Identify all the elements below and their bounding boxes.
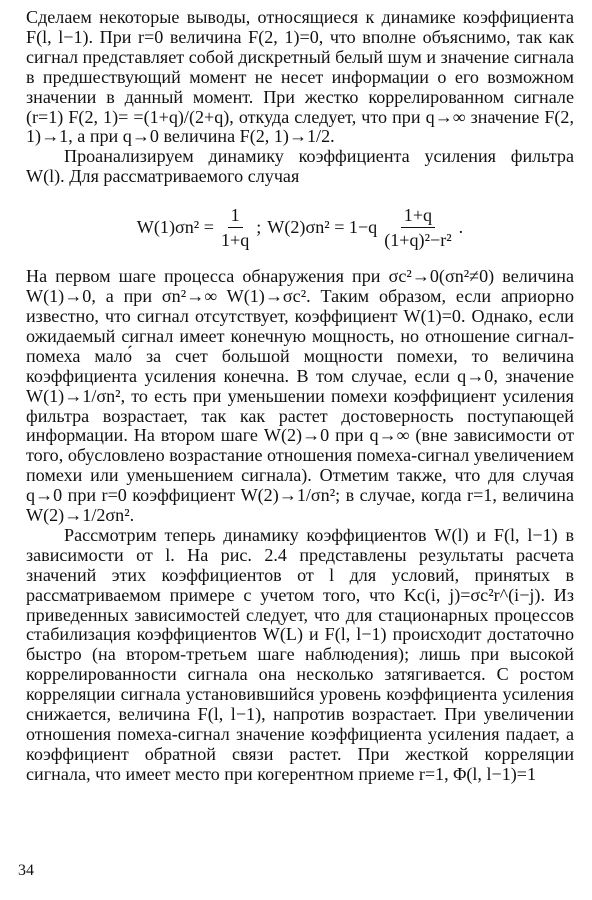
formula-w2-numerator: 1+q bbox=[401, 205, 435, 228]
formula-w1-fraction bbox=[218, 205, 252, 250]
page-number: 34 bbox=[18, 862, 34, 879]
paragraph-dynamics: Рассмотрим теперь динамику коэффициентов W(l) и F(l, l−1) в зависимости от l. На рис. 2.4 представлены результаты расчета значений этих коэффициентов от l для условий, принятых в рассматриваемом примере с учетом того, что Kc(i, j)=σc²r^(i−j). Из приведенных зависимостей следует, что для стационарных процессов стабилизация коэффициентов W(L) и F(l, l−1) происходит достаточно быстро (на втором-третьем шаге наблюдения); лишь при высокой коррелированности сигнала она несколько затягивается. С ростом корреляции сигнала установившийся уровень коэффициента усиления снижается, величина F(l, l−1), напротив возрастает. При увеличении отношения помеха-сигнал значение коэффициента усиления падает, а коэффициент обратной связи растет. При жесткой корреляции сигнала, что имеет место при когерентном приеме r=1, Φ(l, l−1)=1 bbox=[26, 524, 574, 784]
formula-w2-lhs: W(2)σn² = 1−q bbox=[267, 216, 378, 237]
formula-end: . bbox=[458, 216, 464, 237]
formula-w1-numerator: 1 bbox=[228, 205, 243, 228]
paragraph-gain-intro: Проанализируем динамику коэффициента усиления фильтра W(l). Для рассматриваемого случая bbox=[26, 146, 574, 187]
paragraph-first-step: На первом шаге процесса обнаружения при σc²→0(σn²≠0) величина W(1)→0, а при σn²→∞ W(1)→σc². Таким образом, если априорно известно, что сигнал отсутствует, коэффициент W(1)=0. Однако, если ожидаемый сигнал имеет конечную мощность, но отношение сигнал-помеха мало́ за счет большой мощности помехи, то величина коэффициента усиления конечна. В том случае, если q→0, значение W(1)→1/σn², то есть при уменьшении помехи коэффициент усиления фильтра возрастает, так как растет достоверность поступающей информации. На втором шаге W(2)→0 при q→∞ (вне зависимости от того, обусловлено возрастание отношения помеха-сигнал увеличением помехи или уменьшением сигнала). Отметим также, что для случая q→0 при r=0 коэффициент W(2)→1/σn²; в случае, когда r=1, величина W(2)→1/2σn². bbox=[26, 266, 574, 526]
formula-w2-denominator: (1+q)²−r² bbox=[384, 229, 452, 250]
book-page bbox=[26, 8, 574, 785]
gain-formula bbox=[26, 187, 574, 267]
formula-separator: ; bbox=[256, 216, 262, 237]
formula-w2-fraction bbox=[381, 205, 454, 250]
formula-w1-denominator: 1+q bbox=[220, 229, 250, 250]
paragraph-conclusions: Сделаем некоторые выводы, относящиеся к динамике коэффициента F(l, l−1). При r=0 величина F(2, 1)=0, что вполне объяснимо, так как сигнал представляет собой дискретный белый шум и значение сигнала в предшествующий момент не несет информации о его возможном значении в данный момент. При жестко коррелированном сигнале (r=1) F(2, 1)= =(1+q)/(2+q), откуда следует, что при q→∞ значение F(2, 1)→1, а при q→0 величина F(2, 1)→1/2. bbox=[26, 7, 574, 147]
formula-w1-lhs: W(1)σn² = bbox=[136, 216, 214, 237]
